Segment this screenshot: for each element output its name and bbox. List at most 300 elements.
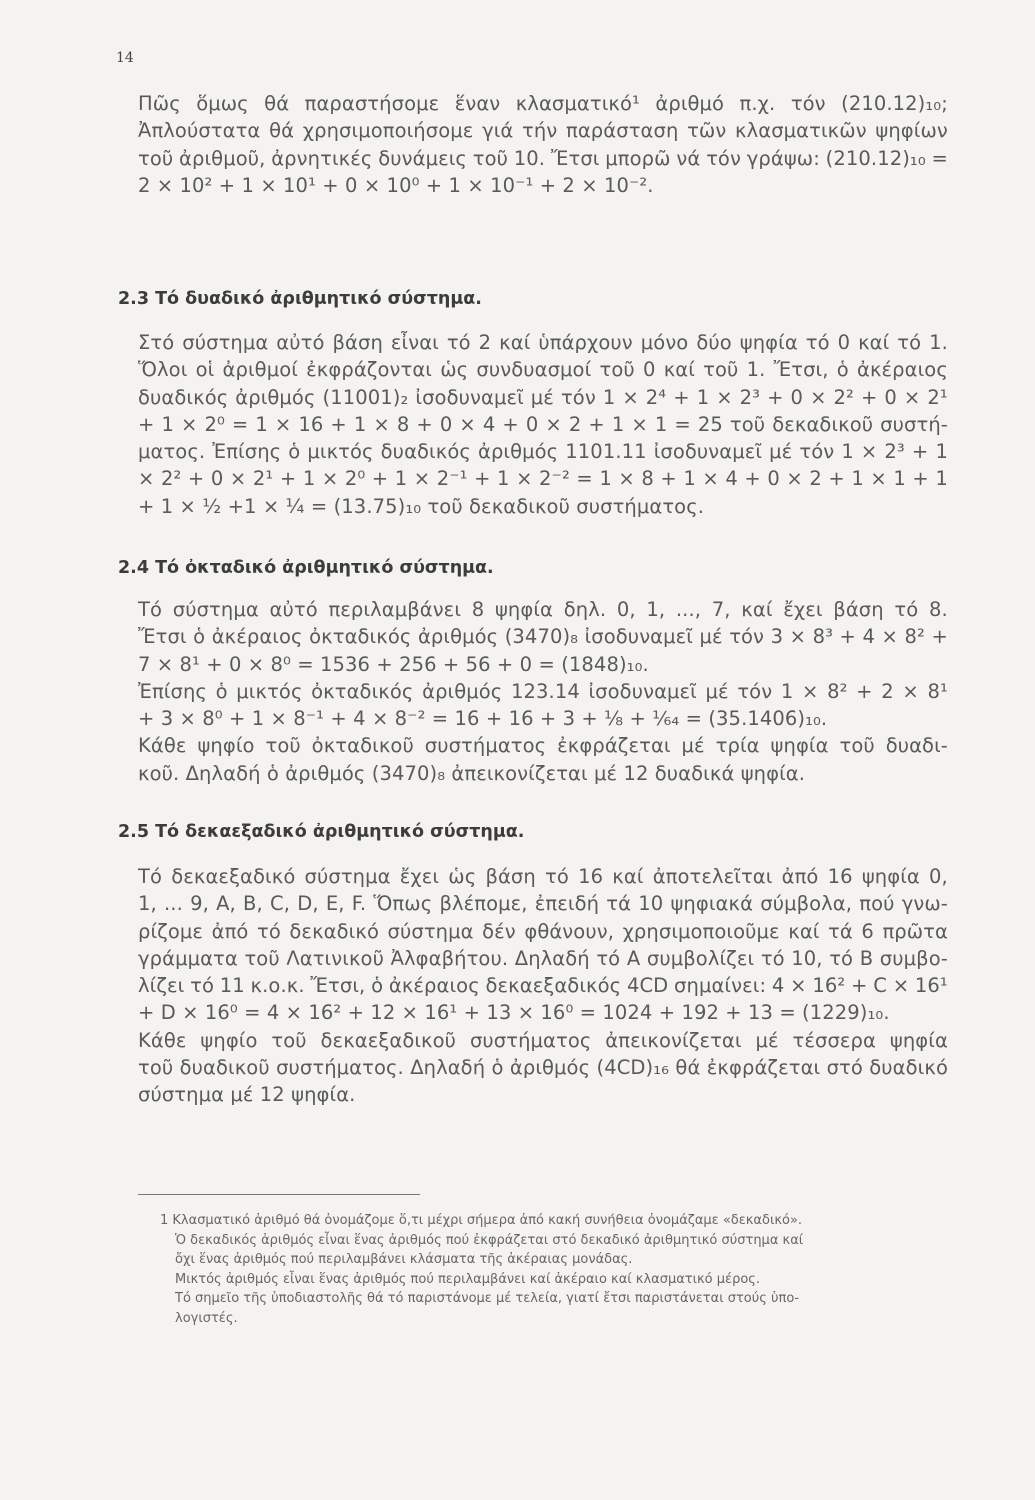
word: 8 (641, 467, 654, 491)
word: τόν (790, 92, 826, 115)
word: παραστήσομε (304, 92, 440, 115)
word: + (187, 467, 205, 491)
word: + (371, 467, 389, 491)
word: κ.ο.κ. (250, 974, 305, 998)
word: ὅμως (196, 92, 249, 115)
word: ἐκφράζεται (557, 734, 671, 758)
word: γράψω: (746, 146, 820, 170)
word: 1 (851, 467, 864, 491)
word: δεκαεξαδικοῦ (320, 1028, 457, 1052)
word: (210.12)₁₀; (841, 92, 948, 115)
word: (3470)₈ (504, 625, 579, 649)
word: + (931, 625, 948, 649)
word: καί (499, 331, 531, 354)
word: καί (788, 919, 820, 943)
word: σύστημα (172, 598, 259, 621)
word: B (859, 946, 874, 970)
word: τόν (737, 679, 773, 703)
word: + (912, 467, 929, 491)
word: ὡς (440, 358, 469, 382)
word: τό (545, 865, 569, 888)
footnote-line: λογιστές. (175, 1310, 238, 1326)
word: × (860, 440, 878, 464)
text-line (138, 890, 948, 917)
word: ὡς (448, 865, 477, 888)
word: 8 (471, 598, 485, 621)
word: ὁ (836, 358, 849, 382)
section-heading-2-3: 2.3 Τό δυαδικό ἀριθμητικό σύστημα. (118, 289, 482, 309)
word: 9, (190, 892, 209, 916)
text-line (138, 117, 948, 144)
word: Τό (138, 865, 163, 888)
word: 1 (353, 412, 367, 436)
word: μέ (530, 385, 554, 409)
word: τοῦ (472, 146, 508, 170)
word: χρησιμοποιοῦμε (622, 919, 780, 943)
word: πρῶτα (882, 919, 948, 943)
word: × (903, 385, 921, 409)
word: μικτός (236, 679, 303, 703)
word: ἰσοδυναμεῖ (584, 625, 693, 649)
word: × (786, 467, 803, 491)
word: ἀριθμοί (222, 358, 298, 382)
word: + (588, 412, 605, 436)
word: B, (243, 892, 263, 916)
word: + (767, 385, 784, 409)
footnote-line: 1 Κλασματικό ἀριθμό θά ὀνομάζομε ὅ,τι μέχρι σήμερα ἀπό κακή συνήθεια ὀνομάζαμε «δεκαδικό». (160, 1213, 803, 1228)
word: 8 (396, 412, 410, 436)
word: 0, (929, 865, 948, 888)
word: ψηφίο (200, 1028, 258, 1052)
word: εἶναι (390, 331, 439, 354)
word: + (279, 467, 297, 491)
word: 16² (812, 974, 846, 998)
word: ἀποτελεῖται (652, 865, 773, 888)
word: Ἀπλούστατα (138, 119, 261, 143)
word: + (673, 385, 690, 409)
word: 7, (711, 598, 731, 621)
word: 1 (602, 385, 616, 409)
word: + (416, 412, 433, 436)
word: 1. (746, 358, 766, 382)
word: μέ (769, 440, 793, 464)
word: Ἔτσι (550, 146, 600, 170)
word: τό (596, 946, 621, 970)
word: × (618, 467, 635, 491)
word: ἕναν (454, 92, 501, 115)
word: τό (897, 331, 922, 354)
word: τοῦ (703, 358, 739, 382)
word: 1 (780, 679, 794, 703)
word: 0 (210, 467, 224, 491)
word: 1 (302, 467, 316, 491)
word: C, (270, 892, 291, 916)
word: 8² (827, 679, 848, 703)
word: = (231, 412, 249, 436)
word: συστήματος (424, 734, 547, 758)
footnote-line: Μικτός ἀριθμός εἶναι ἕνας ἀριθμός πού περιλαμβάνει καί ἀκέραιο καί κλασματικό μέρος. (175, 1271, 761, 1287)
word: σημαίνει: (674, 974, 767, 998)
word: ρίζομε (138, 919, 204, 943)
word: + (856, 679, 873, 703)
word: τοῦ (271, 1028, 307, 1052)
word: Ἔτσι, (310, 974, 366, 998)
word: τοῦ (599, 358, 635, 382)
footnote-divider (138, 1194, 420, 1195)
word: μέ (699, 625, 723, 649)
word: τό (190, 974, 215, 998)
footnote-line: ὄχι ἕνας ἀριθμός πού περιλαμβάνει κλάσματα τῆς ἀκέραιας μονάδας. (175, 1252, 633, 1267)
word: × (789, 625, 807, 649)
word: ἀριθμός (235, 385, 316, 409)
word: σύμβολα, (760, 892, 853, 916)
word: + (660, 467, 677, 491)
word: μέ (681, 734, 705, 758)
word: ἀκέραιος (211, 625, 303, 649)
word: 16 (298, 412, 324, 436)
word: φθάνουν, (524, 919, 615, 943)
word: 1 (654, 412, 668, 436)
word: δεκαδικό (289, 919, 379, 943)
word: Δηλαδή (514, 946, 590, 970)
text-line (138, 1054, 948, 1081)
word: × (622, 385, 639, 409)
text-line (138, 384, 948, 411)
word: ὁ (288, 440, 301, 464)
word: βλέπομε, (439, 892, 528, 916)
section-2-3-body (138, 329, 948, 520)
word: 0 (837, 331, 851, 354)
word: θά (264, 92, 290, 115)
word: Πῶς (138, 92, 181, 115)
word: ὀκταδικοῦ (311, 734, 414, 758)
word: 4 (771, 974, 785, 998)
word: 4 (862, 625, 876, 649)
word: τέσσερα (792, 1028, 876, 1052)
word: 16 (827, 865, 853, 888)
word: 1 (161, 412, 174, 436)
word: ἀριθμός (422, 679, 503, 703)
word: βάση (833, 598, 884, 621)
word: + (138, 412, 155, 436)
word: 1 (599, 467, 612, 491)
word: 2 (881, 679, 894, 703)
word: ἀριθμός (477, 440, 559, 464)
word: ἀριθμό (655, 92, 725, 115)
word: F. (351, 892, 367, 916)
word: + (839, 625, 856, 649)
word: ἀριθμοῦ, (179, 146, 266, 170)
word: × (373, 412, 390, 436)
word: ψηφία (494, 598, 553, 621)
word: συνδυασμοί (476, 358, 592, 382)
word: × (790, 974, 807, 998)
text-line (138, 623, 948, 650)
word: περιλαμβάνει (328, 598, 462, 621)
word: ψηφίο (197, 734, 255, 758)
word: 2⁻¹ (436, 467, 468, 491)
text-line (138, 678, 948, 705)
word: ψηφία (739, 331, 798, 354)
word: 2 (568, 412, 582, 436)
word: ... (164, 892, 183, 916)
word: τόν (799, 440, 835, 464)
word: ὁ (491, 1056, 504, 1080)
word: κλασματικό¹ (515, 92, 640, 115)
word: μπορῶ (605, 146, 671, 170)
word: 2¹ (927, 385, 948, 409)
text-line (138, 732, 948, 759)
word: 123.14 (511, 679, 580, 703)
text-line (138, 438, 948, 465)
word: 0 (439, 412, 453, 436)
word: 0, (616, 598, 636, 621)
word: Δηλαδή (410, 1056, 486, 1080)
word: τῶν (687, 119, 727, 143)
word: 0 (767, 467, 780, 491)
word: 2⁻² (539, 467, 570, 491)
word: βάση (332, 331, 383, 354)
section-heading-2-5: 2.5 Τό δεκαεξαδικό ἀριθμητικό σύστημα. (118, 822, 525, 842)
word: 16 (578, 865, 604, 888)
word: 1 (935, 467, 948, 491)
word: 1, (646, 598, 666, 621)
text-line (138, 918, 948, 945)
section-2-4-body (138, 596, 948, 787)
word: δεκαδικοῦ (772, 412, 874, 436)
word: τό (805, 331, 830, 354)
word: σύστημα (304, 865, 391, 888)
word: τοῦ (244, 946, 280, 970)
word: 1 (683, 467, 696, 491)
word: συμβολίζει (646, 946, 755, 970)
word: σύστημα (182, 331, 269, 354)
word: γράμματα (138, 946, 238, 970)
page-number: 14 (116, 50, 134, 66)
word: 3 (770, 625, 784, 649)
word: 2² (160, 467, 182, 491)
word: δυαδι- (885, 734, 948, 758)
word: (210.12)₁₀ (825, 146, 926, 170)
word: τό (256, 919, 281, 943)
word: λίζει (138, 974, 185, 998)
text-line (138, 329, 948, 356)
footnote-line: Τό σημεῖο τῆς ὑποδιαστολῆς θά τό παριστάνομε μέ τελεία, γιατί ἔτσι παριστάνεται στούς ὑπο- (175, 1291, 800, 1306)
word: τοῦ (138, 1056, 174, 1080)
word: αὐτό (269, 598, 318, 621)
word: 6 (861, 919, 874, 943)
word: D, (297, 892, 319, 916)
word: τά (828, 919, 853, 943)
word: δηλ. (563, 598, 607, 621)
word: ἔχει (783, 598, 823, 621)
word: τό (829, 946, 854, 970)
word: τό (446, 331, 471, 354)
word: + (744, 467, 761, 491)
word: 10. (513, 146, 546, 170)
word: πού (859, 892, 895, 916)
word: × (802, 679, 819, 703)
word: καί (741, 598, 773, 621)
word: ἐπειδή (534, 892, 600, 916)
word: 1 (696, 385, 710, 409)
word: Λατινικοῦ (286, 946, 384, 970)
word: 8² (904, 625, 925, 649)
word: ἀριθμός (417, 625, 499, 649)
word: 2⁰ (344, 467, 366, 491)
word: 1. (929, 331, 948, 354)
text-line: κοῦ. Δηλαδή ὁ ἀριθμός (3470)₈ ἀπεικονίζεται μέ 12 δυαδικά ψηφία. (138, 761, 806, 785)
word: 8³ (812, 625, 834, 649)
word: παράσταση (566, 119, 679, 143)
text-line: 7 × 8¹ + 0 × 8⁰ = 1536 + 256 + 56 + 0 = (1848)₁₀. (138, 652, 649, 676)
word: ψηφία (861, 865, 920, 888)
word: καί (663, 358, 695, 382)
word: ψηφία (770, 734, 829, 758)
word: + (502, 412, 519, 436)
word: Τό (138, 598, 163, 621)
word: δεκαεξαδικό (171, 865, 296, 888)
text-line (138, 1027, 948, 1054)
word: τό (894, 598, 919, 621)
word: ὁ (215, 679, 228, 703)
word: 1 (841, 440, 854, 464)
word: × (870, 467, 887, 491)
word: (4CD)₁₆ (596, 1056, 670, 1080)
word: θά (269, 119, 295, 143)
word: 1 (935, 440, 948, 464)
word: 1 (255, 412, 268, 436)
word: 1 (611, 412, 625, 436)
word: τοῦ (729, 412, 766, 436)
word: ὀκταδικός (309, 625, 412, 649)
word: Στό (138, 331, 175, 354)
word: δυαδικός (380, 440, 471, 464)
word: ψηφιακά (670, 892, 754, 916)
word: καί (858, 331, 890, 354)
word: 0 (642, 358, 656, 382)
word: C (873, 974, 887, 998)
word: × (892, 974, 910, 998)
word: ὑπάρχουν (538, 331, 633, 354)
word: τοῦ (265, 734, 301, 758)
word: θά (675, 1056, 701, 1080)
word: A, (216, 892, 236, 916)
text-line: + 1 × ½ +1 × ¼ = (13.75)₁₀ τοῦ δεκαδικοῦ συστήματος. (138, 494, 705, 518)
word: μόνο (640, 331, 689, 354)
word: γιά (482, 119, 514, 143)
word: τόν (560, 385, 596, 409)
word: τόν (706, 146, 741, 170)
text-line (138, 411, 948, 438)
text-line: + D × 16⁰ = 4 × 16² + 12 × 16¹ + 13 × 16⁰ = 1024 + 192 + 13 = (1229)₁₀. (138, 1001, 890, 1025)
word: 1 (893, 467, 906, 491)
word: 10, (791, 946, 823, 970)
text-line: σύστημα μέ 12 ψηφία. (138, 1083, 356, 1107)
word: τοῦ (138, 146, 174, 170)
word: ἀρνητικές (271, 146, 373, 170)
word: 0 (884, 385, 897, 409)
word: δέν (482, 919, 516, 943)
text-line (138, 465, 948, 492)
word: E, (325, 892, 345, 916)
word: 2 (478, 331, 492, 354)
word: τρία (715, 734, 760, 758)
word: = (674, 412, 691, 436)
word: × (459, 412, 476, 436)
word: 10 (638, 892, 664, 916)
word: × (138, 467, 155, 491)
word: συστή- (880, 412, 948, 436)
word: δύο (696, 331, 732, 354)
word: + (911, 440, 929, 464)
word: × (902, 679, 919, 703)
word: Ὅπως (373, 892, 433, 916)
word: ὁ (193, 625, 206, 649)
word: 2⁴ (645, 385, 667, 409)
word: × (516, 467, 533, 491)
word: ἀπό (211, 919, 249, 943)
word: συστήματος. (276, 1056, 404, 1080)
word: Ἀλφαβήτου. (390, 946, 509, 970)
word: νά (676, 146, 701, 170)
word: Ἐπίσης (138, 679, 207, 703)
word: αὐτό (276, 331, 325, 354)
word: ψηφίων (875, 119, 948, 143)
word: 4CD (626, 974, 669, 998)
word: Ὅλοι (138, 358, 188, 382)
word: 2³ (739, 385, 761, 409)
word: ἰσοδυναμεῖ (415, 385, 524, 409)
word: χρησιμοποιήσομε (302, 119, 474, 143)
word: ἰσοδυναμεῖ (653, 440, 763, 464)
word: 2 (809, 467, 822, 491)
word: × (413, 467, 431, 491)
word: π.χ. (739, 92, 776, 115)
word: × (229, 467, 247, 491)
word: ματος. (138, 440, 206, 464)
word: 0 (790, 385, 804, 409)
word: = (931, 146, 948, 170)
word: 4 (482, 412, 496, 436)
word: 2² (833, 385, 854, 409)
text-line (138, 356, 948, 383)
word: μέ (705, 679, 729, 703)
word: × (716, 385, 733, 409)
word: × (274, 412, 292, 436)
word: 8¹ (927, 679, 948, 703)
word: × (881, 625, 898, 649)
word: Κάθε (138, 734, 187, 758)
word: οἱ (195, 358, 215, 382)
text-line (138, 596, 948, 623)
word: ἐκφράζεται (706, 1056, 821, 1080)
word: 25 (697, 412, 723, 436)
word: Ἔτσι, (773, 358, 829, 382)
word: + (330, 412, 347, 436)
word: 0 (525, 412, 539, 436)
word: + (474, 467, 491, 491)
text-line (138, 145, 948, 172)
section-2-5-body (138, 863, 948, 1109)
word: + (851, 974, 868, 998)
word: Ἐπίσης (212, 440, 282, 464)
word: δυαδικός (138, 385, 229, 409)
word: κλασματικῶν (735, 119, 867, 143)
word: 1101.11 (565, 440, 647, 464)
word: τήν (522, 119, 558, 143)
section-heading-2-4: 2.4 Τό ὀκταδικό ἀριθμητικό σύστημα. (118, 558, 494, 578)
